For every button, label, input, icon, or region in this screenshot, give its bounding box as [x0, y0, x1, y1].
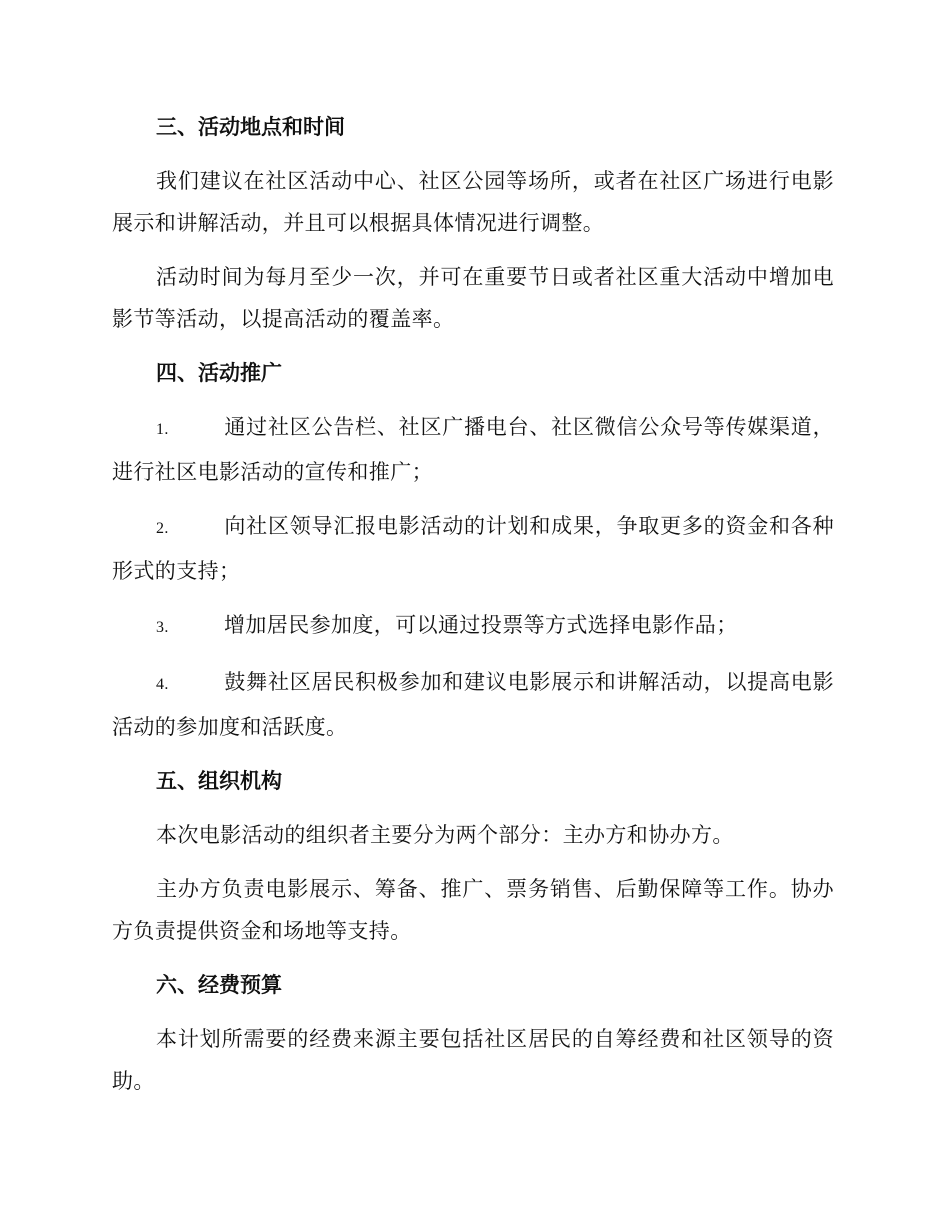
list-item: [112, 604, 834, 649]
list-item: [112, 505, 834, 592]
list-item-text: 增加居民参加度，可以通过投票等方式选择电影作品；: [224, 613, 738, 637]
paragraph-time: 活动时间为每月至少一次，并可在重要节日或者社区重大活动中增加电影节等活动，以提高活动的覆盖率。: [112, 265, 834, 331]
list-item-text: 通过社区公告栏、社区广播电台、社区微信公众号等传媒渠道，进行社区电影活动的宣传和推广；: [112, 415, 834, 484]
paragraph-venue: 我们建议在社区活动中心、社区公园等场所，或者在社区广场进行电影展示和讲解活动，并且可以根据具体情况进行调整。: [112, 169, 834, 235]
paragraph-funding: 本计划所需要的经费来源主要包括社区居民的自筹经费和社区领导的资助。: [112, 1027, 834, 1093]
paragraph-responsibilities: 主办方负责电影展示、筹备、推广、票务销售、后勤保障等工作。协办方负责提供资金和场地等支持。: [112, 877, 834, 943]
document-body: [112, 106, 834, 1114]
paragraph-organizers: 本次电影活动的组织者主要分为两个部分：主办方和协办方。: [156, 823, 734, 847]
section-heading-venue-time: 三、活动地点和时间: [156, 115, 345, 139]
section-heading-budget: 六、经费预算: [156, 973, 282, 997]
list-number: 2.: [156, 520, 169, 537]
list-number: 1.: [156, 421, 169, 438]
list-number: 3.: [156, 619, 169, 636]
list-item-text: 向社区领导汇报电影活动的计划和成果，争取更多的资金和各种形式的支持；: [112, 514, 834, 583]
section-heading-promotion: 四、活动推广: [156, 361, 282, 385]
list-item: [112, 661, 834, 748]
list-item-text: 鼓舞社区居民积极参加和建议电影展示和讲解活动，以提高电影活动的参加度和活跃度。: [112, 670, 834, 739]
list-item: [112, 406, 834, 493]
section-heading-organization: 五、组织机构: [156, 769, 282, 793]
list-number: 4.: [156, 676, 169, 693]
